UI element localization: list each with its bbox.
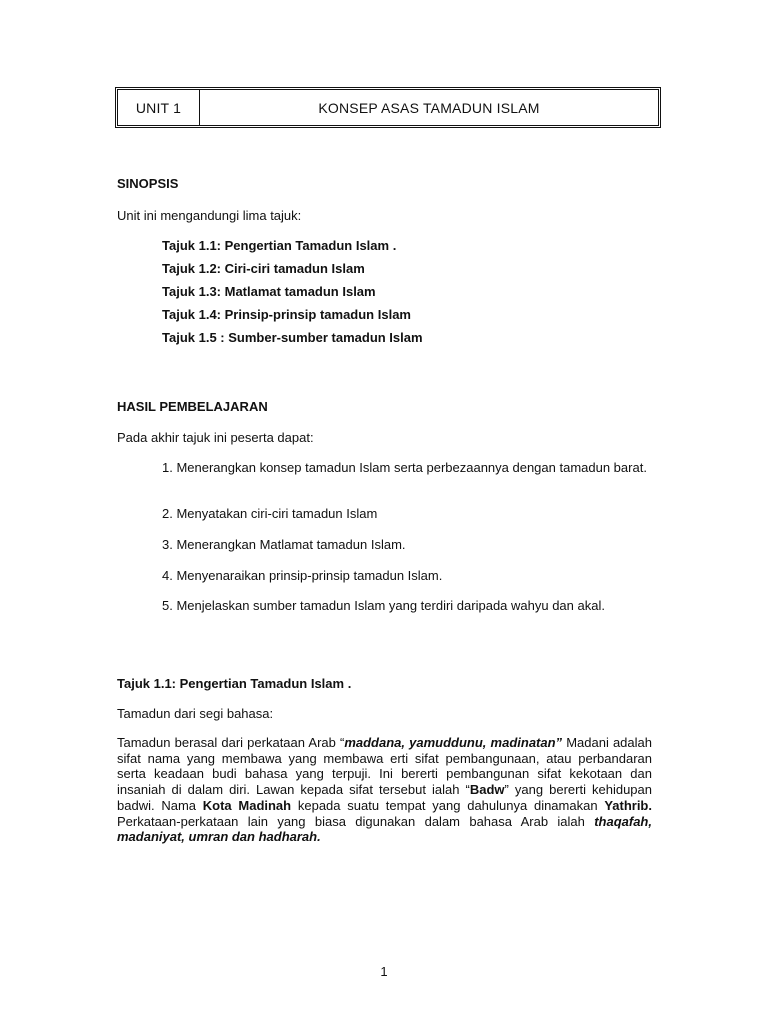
tajuk-1-1-heading: Tajuk 1.1: Pengertian Tamadun Islam . bbox=[117, 676, 352, 691]
outcome-item: 4. Menyenaraikan prinsip-prinsip tamadun Islam. bbox=[162, 568, 443, 583]
term-kota-madinah: Kota Madinah bbox=[202, 797, 292, 813]
tajuk-1-1-paragraph bbox=[117, 735, 652, 845]
arabic-root-words: maddana, yamuddunu, madinatan” bbox=[344, 735, 563, 750]
paragraph-text: Tamadun berasal dari perkataan Arab “ bbox=[117, 735, 345, 750]
paragraph-text: Perkataan-perkataan lain yang biasa digunakan dalam bahasa Arab ialah bbox=[117, 813, 595, 829]
hasil-heading: HASIL PEMBELAJARAN bbox=[117, 399, 268, 414]
topic-list bbox=[162, 234, 423, 349]
unit-number: UNIT 1 bbox=[118, 90, 200, 125]
term-badw: Badw bbox=[469, 782, 505, 798]
outcome-item: 3. Menerangkan Matlamat tamadun Islam. bbox=[162, 537, 406, 552]
topic-item: Tajuk 1.5 : Sumber-sumber tamadun Islam bbox=[162, 330, 423, 345]
related-terms: thaqafah, madaniyat, umran dan hadharah. bbox=[117, 813, 652, 845]
sinopsis-heading: SINOPSIS bbox=[117, 176, 179, 191]
topic-item: Tajuk 1.4: Prinsip-prinsip tamadun Islam bbox=[162, 307, 411, 322]
outcome-item: 2. Menyatakan ciri-ciri tamadun Islam bbox=[162, 506, 378, 521]
tajuk-1-1-subheading: Tamadun dari segi bahasa: bbox=[117, 706, 274, 721]
paragraph-text: Madani adalah sifat nama yang membawa yang membawa erti sifat pembangunaan, atau perbandaran serta keadaan budi bahasa yang terpuji. Ini bererti pembangunan sifat kekotaan dan insaniah di dalam diri. Lawan kepada sifat tersebut ialah “ bbox=[117, 735, 652, 798]
topic-item: Tajuk 1.3: Matlamat tamadun Islam bbox=[162, 284, 376, 299]
unit-title: KONSEP ASAS TAMADUN ISLAM bbox=[318, 99, 540, 116]
topic-item: Tajuk 1.2: Ciri-ciri tamadun Islam bbox=[162, 261, 365, 276]
topic-item: Tajuk 1.1: Pengertian Tamadun Islam . bbox=[162, 238, 397, 253]
outcome-item: 5. Menjelaskan sumber tamadun Islam yang terdiri daripada wahyu dan akal. bbox=[162, 598, 605, 613]
sinopsis-intro: Unit ini mengandungi lima tajuk: bbox=[117, 208, 302, 223]
paragraph-text: kepada suatu tempat yang dahulunya dinamakan bbox=[291, 797, 605, 813]
paragraph-text: ” yang bererti kehidupan badwi. Nama bbox=[117, 782, 653, 813]
hasil-intro: Pada akhir tajuk ini peserta dapat: bbox=[117, 430, 314, 445]
unit-header-table bbox=[115, 87, 661, 128]
page-number: 1 bbox=[380, 964, 388, 979]
term-yathrib: Yathrib. bbox=[604, 797, 652, 813]
outcome-item: 1. Menerangkan konsep tamadun Islam serta perbezaannya dengan tamadun barat. bbox=[162, 460, 647, 475]
